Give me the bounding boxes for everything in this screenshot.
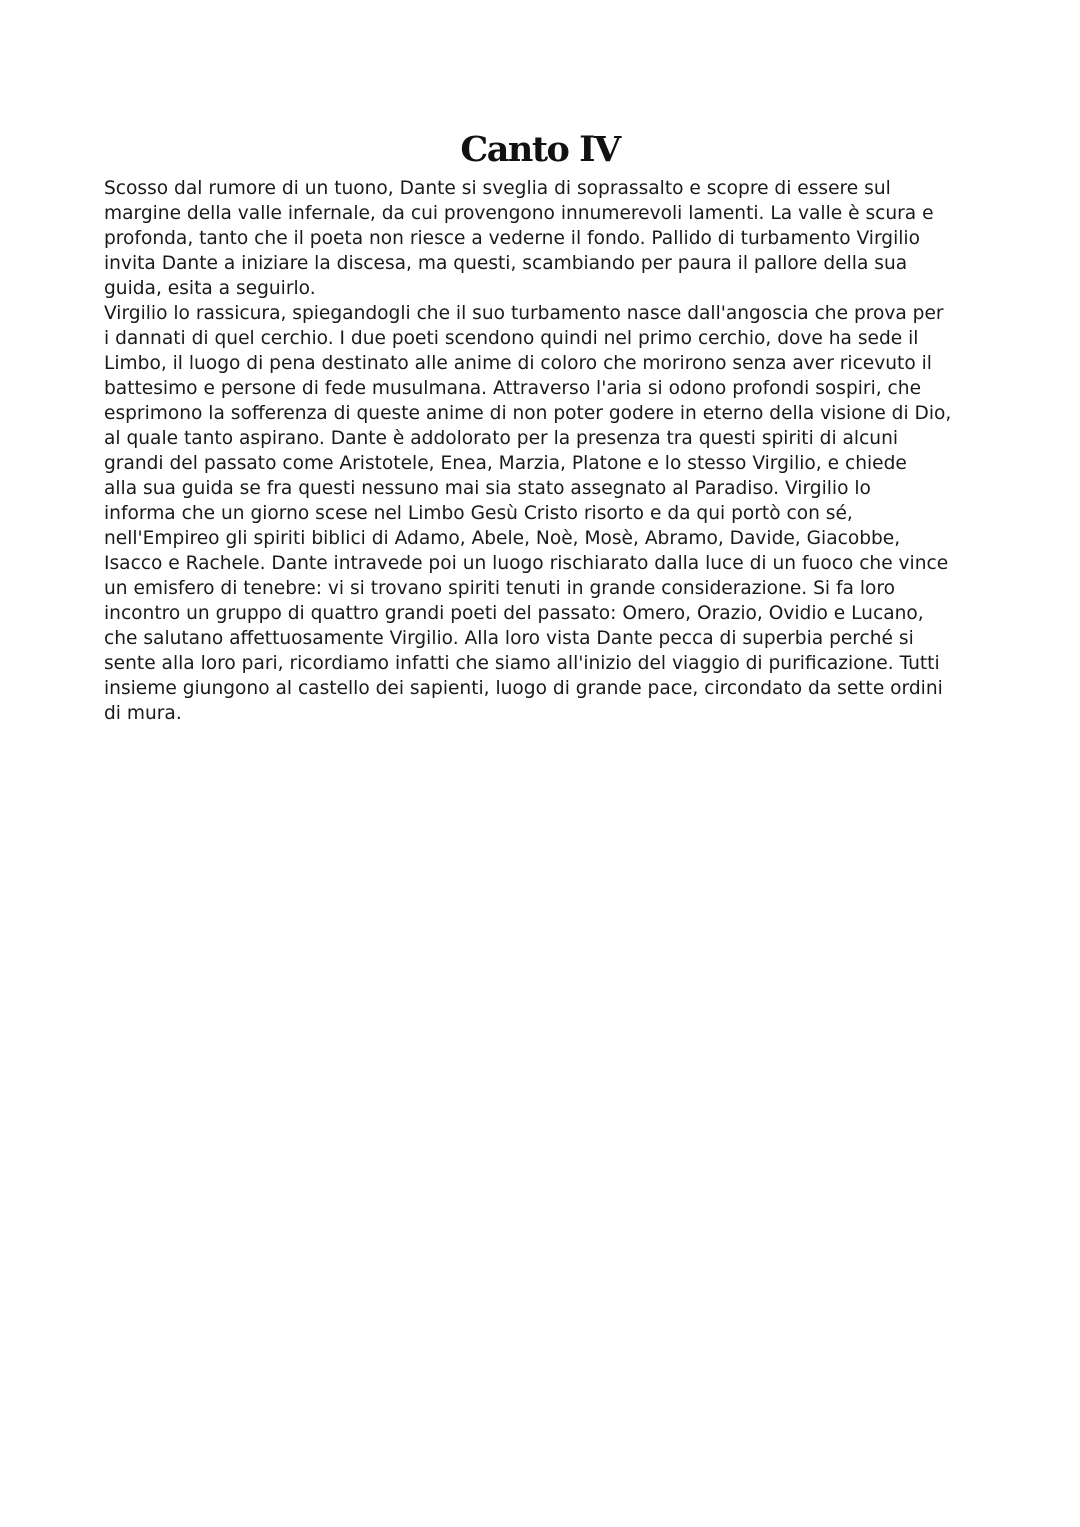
text-line: nell'Empireo gli spiriti biblici di Adamo, Abele, Noè, Mosè, Abramo, Davide, Giacobbe, <box>104 528 901 549</box>
text-line: Scosso dal rumore di un tuono, Dante si sveglia di soprassalto e scopre di essere sul <box>104 178 891 199</box>
text-line: profonda, tanto che il poeta non riesce a vederne il fondo. Pallido di turbamento Virgilio <box>104 228 920 249</box>
text-line: alla sua guida se fra questi nessuno mai sia stato assegnato al Paradiso. Virgilio lo <box>104 478 871 499</box>
text-line: grandi del passato come Aristotele, Enea, Marzia, Platone e lo stesso Virgilio, e chiede <box>104 453 907 474</box>
text-line: al quale tanto aspirano. Dante è addolorato per la presenza tra questi spiriti di alcuni <box>104 428 899 449</box>
page-title: Canto IV <box>460 129 620 170</box>
text-line: Limbo, il luogo di pena destinato alle anime di coloro che morirono senza aver ricevuto il <box>104 353 932 374</box>
text-line: esprimono la sofferenza di queste anime di non poter godere in eterno della visione di Dio, <box>104 403 952 424</box>
text-line: un emisfero di tenebre: vi si trovano spiriti tenuti in grande considerazione. Si fa loro <box>104 578 895 599</box>
body-text <box>104 176 984 726</box>
text-line: Virgilio lo rassicura, spiegandogli che il suo turbamento nasce dall'angoscia che prova per <box>104 303 944 324</box>
text-line: sente alla loro pari, ricordiamo infatti che siamo all'inizio del viaggio di purificazione. Tutti <box>104 653 940 674</box>
text-line: Isacco e Rachele. Dante intravede poi un luogo rischiarato dalla luce di un fuoco che vince <box>104 553 949 574</box>
text-line: di mura. <box>104 703 182 724</box>
text-line: che salutano affettuosamente Virgilio. Alla loro vista Dante pecca di superbia perché si <box>104 628 914 649</box>
text-line: invita Dante a iniziare la discesa, ma questi, scambiando per paura il pallore della sua <box>104 253 908 274</box>
text-line: informa che un giorno scese nel Limbo Gesù Cristo risorto e da qui portò con sé, <box>104 503 853 524</box>
text-line: incontro un gruppo di quattro grandi poeti del passato: Omero, Orazio, Ovidio e Lucano, <box>104 603 924 624</box>
text-line: guida, esita a seguirlo. <box>104 278 316 299</box>
text-line: i dannati di quel cerchio. I due poeti scendono quindi nel primo cerchio, dove ha sede il <box>104 328 919 349</box>
text-line: margine della valle infernale, da cui provengono innumerevoli lamenti. La valle è scura e <box>104 203 934 224</box>
text-line: battesimo e persone di fede musulmana. Attraverso l'aria si odono profondi sospiri, che <box>104 378 922 399</box>
text-line: insieme giungono al castello dei sapienti, luogo di grande pace, circondato da sette ordini <box>104 678 943 699</box>
